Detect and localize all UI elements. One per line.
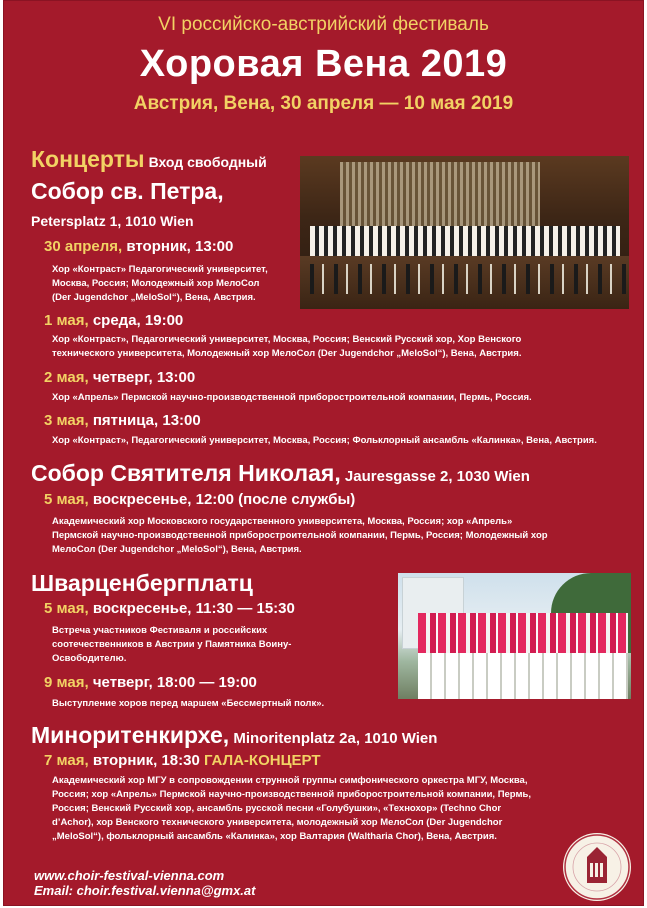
description-line: d’Achor), хор Венского технического университета, молодежный хор МелоСол (Der Jugendchor (52, 817, 503, 828)
festival-dates: Австрия, Вена, 30 апреля — 10 мая 2019 (133, 93, 514, 114)
event-description (52, 697, 324, 711)
event-date (44, 412, 201, 429)
festival-title: Хоровая Вена 2019 (139, 43, 508, 85)
email-link[interactable]: Email: choir.festival.vienna@gmx.at (34, 883, 256, 898)
event-time: четверг, 18:00 — 19:00 (88, 674, 257, 691)
event-description (52, 434, 597, 448)
event-day: 3 мая, (44, 412, 89, 429)
festival-poster (3, 0, 644, 906)
description-line: соотечественников в Австрии у Памятника Воину- (52, 639, 292, 650)
venue-schwarzenbergplatz: Шварценбергплатц (31, 570, 253, 596)
description-line: „MeloSol“), фольклорный ансамбль «Калинка», хор Валтария (Waltharia Chor), Вена, Австрия. (52, 831, 497, 842)
event-time: воскресенье, 11:30 — 15:30 (88, 600, 295, 617)
event-description (52, 774, 531, 844)
event-day: 9 мая, (44, 674, 89, 691)
event-day: 5 мая, (44, 600, 89, 617)
venue-minoritenkirche (31, 722, 437, 749)
event-date (44, 369, 195, 386)
description-line: Россия; хор «Апрель» Пермской научно-производственной приборостроительной компании, Пермь, (52, 789, 531, 800)
website-link[interactable]: www.choir-festival-vienna.com (34, 868, 225, 883)
event-description (52, 333, 521, 361)
description-line: Хор «Контраст» Педагогический университет, (52, 264, 268, 275)
venue-st-nicholas (31, 460, 530, 487)
event-day: 2 мая, (44, 369, 89, 386)
venue-name: Миноритенкирхе, (31, 722, 230, 748)
description-line: Академический хор Московского государственного университета, Москва, Россия; хор «Апрель» (52, 516, 513, 527)
concerts-heading (31, 146, 267, 173)
event-date (44, 600, 295, 617)
free-entry-note: Вход свободный (148, 154, 267, 170)
description-line: Россия; Венский Русский хор, ансамбль русской песни «Голубушки», «Технохор» (Techno Chor (52, 803, 502, 814)
festival-edition: VI российско-австрийский фестиваль (158, 14, 489, 35)
event-time: вторник, 18:30 (88, 752, 204, 769)
event-date (44, 238, 233, 255)
singers-skirts (418, 653, 628, 699)
event-time: воскресенье, 12:00 (после службы) (88, 491, 356, 508)
event-day: 5 мая, (44, 491, 89, 508)
festival-logo-icon (563, 833, 631, 901)
venue-name: Собор Святителя Николая, (31, 460, 341, 486)
venue-address: Jauresgasse 2, 1030 Wien (340, 468, 530, 485)
organ-pipes (340, 162, 540, 232)
description-line: Освободителю. (52, 653, 127, 664)
description-line: Академический хор МГУ в сопровождении струнной группы симфонического оркестра МГУ, Москва, (52, 775, 528, 786)
orchestra (300, 256, 629, 309)
venue-st-peter: Собор св. Петра, (31, 178, 224, 204)
description-line: Хор «Контраст», Педагогический университет, Москва, Россия; Фольклорный ансамбль «Калинка», Вена, Австрия. (52, 435, 597, 446)
contacts (34, 868, 255, 898)
description-line: (Der Jugendchor „MeloSol“), Вена, Австрия. (52, 292, 256, 303)
event-date (44, 752, 321, 769)
event-time: пятница, 13:00 (88, 412, 201, 429)
event-description (52, 515, 548, 557)
concerts-title: Концерты (31, 146, 145, 172)
description-line: Хор «Апрель» Пермской научно-производственной приборостроительной компании, Пермь, Россия. (52, 392, 532, 403)
event-date (44, 674, 257, 691)
description-line: Москва, Россия; Молодежный хор МелоСол (52, 278, 260, 289)
venue-st-peter-address: Petersplatz 1, 1010 Wien (31, 213, 194, 229)
description-line: технического университета, Молодежный хор МелоСол (Der Jugendchor „MeloSol“), Вена, Австрия. (52, 348, 522, 359)
event-description (52, 263, 268, 305)
event-description (52, 391, 532, 405)
venue-address: Minoritenplatz 2a, 1010 Wien (229, 730, 438, 747)
description-line: Хор «Контраст», Педагогический университет, Москва, Россия; Венский Русский хор, Хор Венского (52, 334, 522, 345)
event-day: 1 мая, (44, 312, 89, 329)
description-line: Пермской научно-производственной приборостроительной компании, Пермь, Россия; Молодежный хор (52, 530, 548, 541)
description-line: МелоСол (Der Jugendchor „MeloSol“), Вена, Австрия. (52, 544, 302, 555)
orchestra-choir-photo (300, 156, 629, 309)
description-line: Встреча участников Фестиваля и российских (52, 625, 268, 636)
event-time: среда, 19:00 (88, 312, 184, 329)
event-date (44, 312, 183, 329)
description-line: Выступление хоров перед маршем «Бессмертный полк». (52, 698, 325, 709)
event-time: четверг, 13:00 (88, 369, 196, 386)
event-description (52, 624, 291, 666)
choir-rows (310, 226, 620, 256)
gala-concert-label: ГАЛА-КОНЦЕРТ (204, 752, 321, 769)
event-day: 7 мая, (44, 752, 89, 769)
event-date (44, 491, 355, 508)
event-time: вторник, 13:00 (122, 238, 234, 255)
choir-group-photo (398, 573, 631, 699)
event-day: 30 апреля, (44, 238, 123, 255)
